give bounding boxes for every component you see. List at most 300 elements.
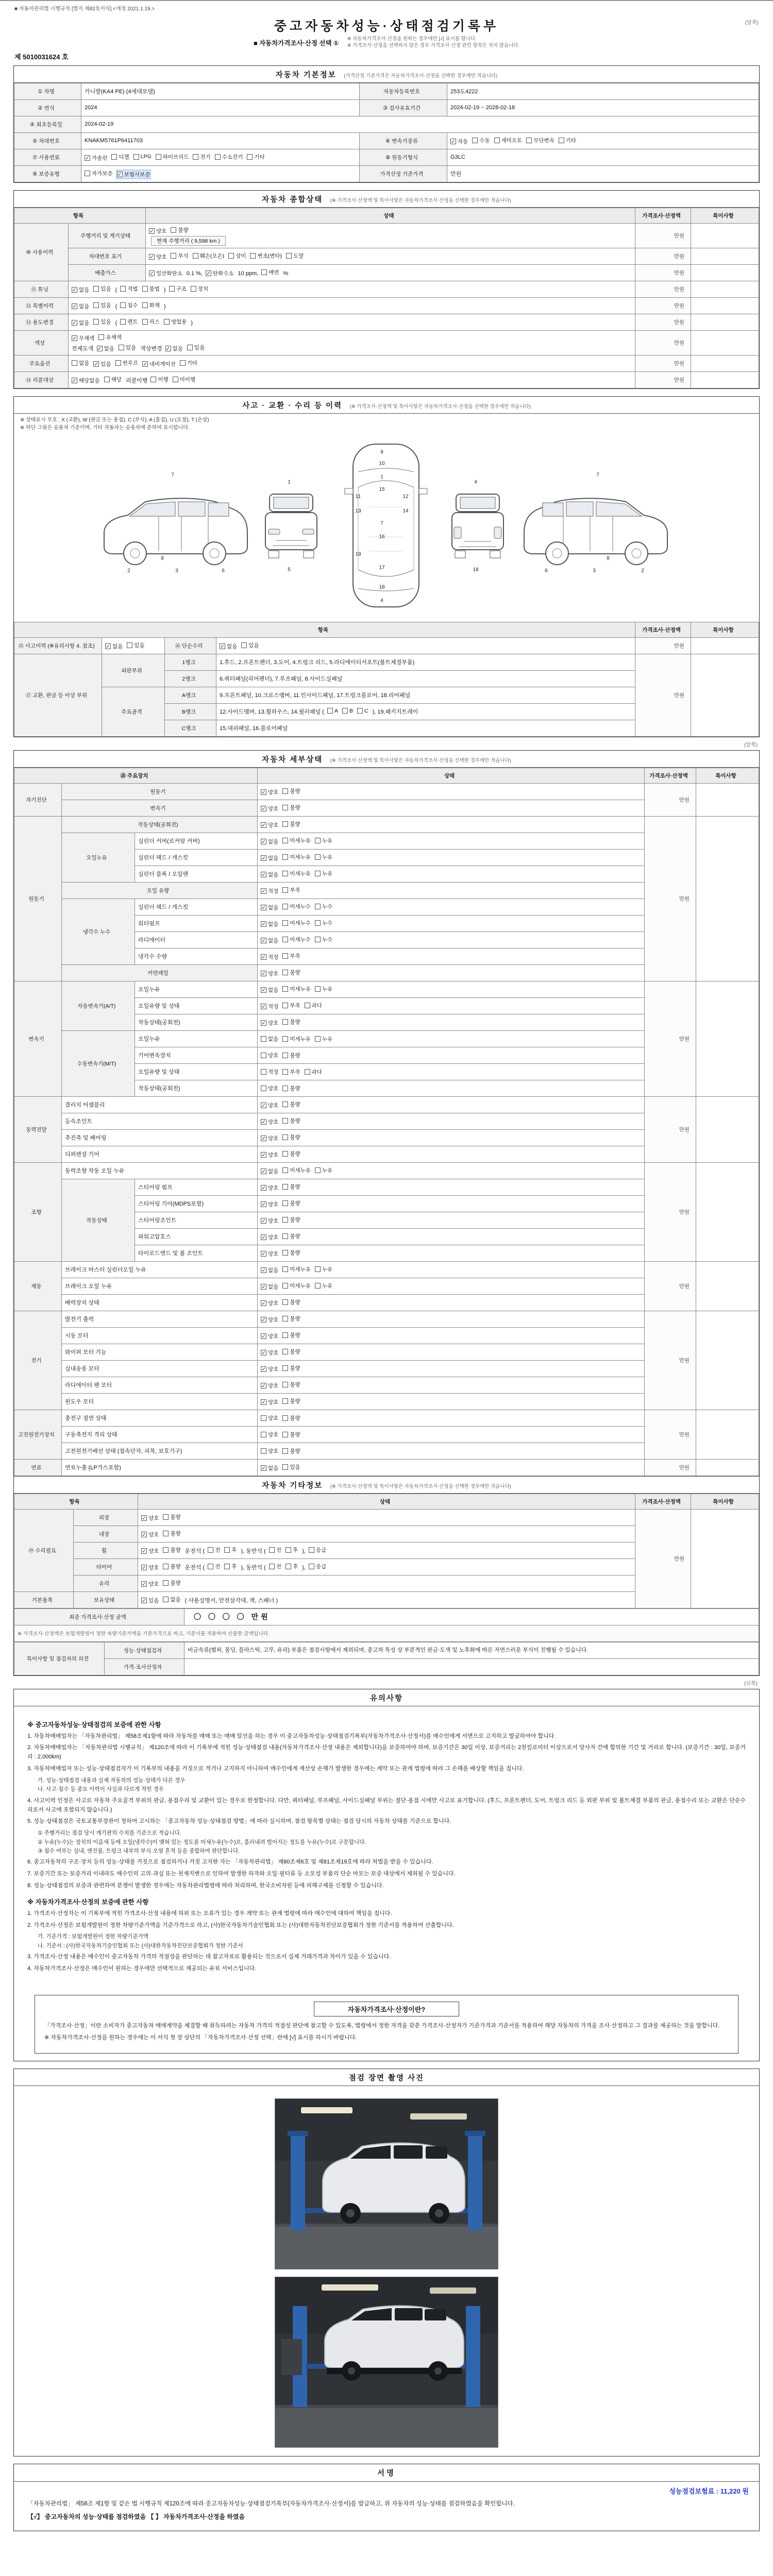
checkbox-누수[interactable] [315, 936, 332, 943]
checkbox-양호[interactable] [261, 1134, 278, 1142]
checkbox-부족[interactable] [282, 952, 300, 960]
checkbox-있음[interactable] [241, 641, 259, 649]
checkbox-있음[interactable] [187, 344, 205, 351]
panel-number-13: 13 [355, 508, 361, 514]
section-title: 자동차 기타정보 [262, 1481, 323, 1490]
checkbox-없음[interactable] [261, 1167, 278, 1175]
table-row [14, 132, 759, 149]
checkbox-icon [171, 253, 176, 259]
checkbox-불량[interactable] [282, 820, 300, 828]
checkbox-불량[interactable] [282, 1348, 300, 1355]
notice-item: 3. 자동차매매업자 또는 성능·상태점검자가 이 기록부의 내용을 거짓으로 적거나 고지하지 아니하여 매수인에게 재산상 손해가 발생한 경우에는 계약 또는 관계 법령에 따라 그 손해를 배상할 책임을 집니다. [27, 1766, 524, 1772]
cell [184, 1658, 759, 1675]
notice-item: 1. 가격조사·산정자는 이 기록부에 적힌 가격조사·산정 내용에 허위 또는 오류가 있는 경우 계약 또는 관계 법령에 따라 매수인에 대하여 책임을 집니다. [27, 1910, 392, 1917]
checkbox-누유[interactable] [315, 1282, 332, 1290]
checkbox-적정[interactable] [261, 953, 278, 961]
checkbox-icon: ✓ [142, 1532, 146, 1538]
checkbox-label: 변조(변타) [257, 252, 282, 259]
checkbox-부족[interactable] [282, 1002, 300, 1009]
checkbox-양호[interactable] [261, 1414, 278, 1422]
checkbox-label: 없음 [268, 921, 279, 927]
cell [691, 330, 759, 355]
checkbox-적법[interactable] [120, 285, 138, 293]
checkbox-무채색[interactable] [72, 334, 94, 342]
checkbox-없음[interactable] [72, 359, 89, 367]
notice-item: 2. 자동차매매업자는 「자동차관리법 시행규칙」 제120조에 따라 이 기록부에 적힌 성능·상태점검 내용(자동차가격조사·산정 내용은 제외합니다)을 보증하여야 하며, 보증기간은 30일 이상, 보증거리는 2천킬로미터 이상으로서 당사자 간에 합의한 기간 및 거리로 합니다. (보증기간 : 30일, 보증거리 : 2,000km) [27, 1744, 746, 1760]
checkbox-누유[interactable] [315, 853, 332, 861]
checkbox-썬루프[interactable] [115, 359, 138, 367]
row-label: 자동차등록번호 [360, 83, 447, 99]
checkbox-불량[interactable] [282, 1249, 300, 1257]
checkbox-label: 렌트 [127, 318, 138, 325]
column-header: 특이사항 [691, 208, 759, 223]
checkbox-누유[interactable] [315, 1035, 332, 1043]
checkbox-불량[interactable] [282, 1381, 300, 1388]
checkbox-label: 양호 [268, 1234, 279, 1241]
checkbox-label: 리스 [149, 318, 160, 325]
basic-info-header [14, 66, 759, 83]
checkbox-label: 불량 [290, 1052, 300, 1059]
checkbox-후[interactable] [224, 1563, 237, 1570]
checkbox-수소전기[interactable] [215, 153, 243, 161]
checkbox-label: 없음 [170, 1596, 181, 1603]
checkbox-불량[interactable] [163, 1513, 180, 1521]
checkbox-icon [282, 1266, 288, 1272]
checkbox-누유[interactable] [315, 1265, 332, 1273]
checkbox-렌트[interactable] [120, 318, 138, 326]
checkbox-불량[interactable] [282, 1447, 300, 1455]
checkbox-없음[interactable] [261, 1035, 278, 1043]
row-label: 배출가스 [69, 264, 146, 281]
checkbox-없음[interactable] [261, 1464, 278, 1472]
checkbox-양호[interactable] [261, 1332, 278, 1340]
checkbox-icon: ✓ [451, 139, 456, 145]
checkbox-label: 없음 [268, 855, 279, 861]
checkbox-양호[interactable] [261, 1184, 278, 1192]
checkbox-없음[interactable] [261, 904, 278, 911]
checkbox-구조[interactable] [169, 285, 187, 293]
cell: 충전구 절연 상태 [62, 1410, 258, 1426]
checkbox-불량[interactable] [282, 1216, 300, 1224]
checkbox-불량[interactable] [282, 1364, 300, 1372]
checkbox-자동[interactable] [450, 138, 468, 145]
checkbox-label: 없음 [79, 303, 90, 310]
cell [258, 931, 645, 948]
cell: G3LC [447, 149, 759, 165]
checkbox-불량[interactable] [282, 969, 300, 976]
checkbox-불량[interactable] [163, 1546, 180, 1554]
checkbox-icon [261, 269, 267, 275]
table-row [14, 768, 759, 783]
checkbox-있음[interactable] [141, 1597, 159, 1604]
checkbox-양호[interactable] [261, 1365, 278, 1373]
checkbox-변조(변타)[interactable] [250, 252, 282, 260]
checkbox-label: B [349, 707, 353, 714]
checkbox-양호[interactable] [261, 1200, 278, 1208]
checkbox-가솔린[interactable] [85, 154, 107, 162]
checkbox-해당[interactable] [104, 376, 122, 383]
checkbox-누유[interactable] [315, 1166, 332, 1174]
row-label: 내장 [74, 1526, 138, 1542]
checkbox-양호[interactable] [261, 1382, 278, 1389]
notice-item: 1. 자동차매매업자는 「자동차관리법」 제58조제1항에 따라 자동차를 매매 또는 매매 알선을 하는 경우 이 중고자동차성능·상태점검기록부(자동차가격조사·산정서)를 매수인에게 서면으로 고지하고 발급하여야 합니다. [27, 1733, 556, 1739]
checkbox-양호[interactable] [261, 1316, 278, 1324]
checkbox-미세누유[interactable] [282, 837, 311, 844]
checkbox-응급[interactable] [309, 1546, 326, 1554]
checkbox-양호[interactable] [261, 1052, 278, 1059]
checkbox-누유[interactable] [315, 837, 332, 844]
row-label: 조향 [14, 1162, 62, 1261]
checkbox-침수[interactable] [120, 301, 138, 309]
cell: 디퍼렌셜 기어 [62, 1146, 258, 1162]
cell [258, 1245, 645, 1261]
checkbox-전[interactable] [208, 1546, 220, 1554]
cell [81, 165, 360, 182]
checkbox-불량[interactable] [282, 1133, 300, 1141]
checkbox-불량[interactable] [282, 1331, 300, 1339]
checkbox-일산화탄소[interactable] [149, 269, 182, 277]
cell: ✓ 양호 불량 운전석 ( 전 후 ), 동반석 ( 전 후 ), 응급 [138, 1542, 635, 1558]
checkbox-기타[interactable] [180, 359, 197, 367]
row-label: 주요옵션 [14, 355, 69, 371]
checkbox-적정[interactable] [261, 1003, 278, 1010]
checkbox-불량[interactable] [163, 1530, 180, 1537]
checkbox-없음[interactable] [72, 319, 89, 327]
checkbox-label: 적정 [268, 954, 279, 960]
checkbox-icon: ✓ [261, 1004, 266, 1010]
row-label: 주요골격 [102, 687, 165, 736]
checkbox-icon [208, 1547, 213, 1553]
row-label: 가격·조사산정자 [105, 1658, 184, 1675]
checkbox-하이브리드[interactable] [156, 153, 189, 161]
explainer-title: 자동차가격조사·산정이란? [314, 2002, 459, 2016]
checkbox-양호[interactable] [141, 1580, 159, 1588]
checkbox-네비게이션[interactable] [142, 360, 176, 368]
checkbox-있음[interactable] [282, 1463, 300, 1471]
checkbox-무단변속[interactable] [526, 137, 554, 144]
checkbox-icon [282, 1233, 288, 1239]
checkbox-양호[interactable] [261, 1101, 278, 1109]
checkbox-icon [282, 1086, 288, 1091]
price-survey-select[interactable]: ■ 자동차가격조사·산정 선택 ① [254, 39, 339, 47]
checkbox-불량[interactable] [282, 1199, 300, 1207]
checkbox-전[interactable] [208, 1563, 220, 1570]
cell [146, 248, 635, 264]
cell: 만원 [645, 816, 696, 981]
table-row [14, 1642, 759, 1658]
cell [102, 637, 165, 654]
checkbox-불량[interactable] [282, 1397, 300, 1405]
checkbox-양호[interactable] [261, 1084, 278, 1092]
checkbox-미세누유[interactable] [282, 853, 311, 861]
panel-number-6: 6 [545, 568, 548, 574]
row-label: 휠 [74, 1542, 138, 1558]
checkbox-전기[interactable] [193, 153, 210, 161]
checkbox-양호[interactable] [149, 253, 166, 261]
checkbox-없음[interactable] [220, 642, 237, 650]
checkbox-불량[interactable] [282, 1298, 300, 1306]
checkbox-과다[interactable] [305, 1002, 322, 1009]
checkbox-영업용[interactable] [164, 318, 187, 326]
checkbox-있음[interactable] [119, 344, 136, 351]
cell: ✓ 있음 없음 ( 사용설명서, 안전삼각대, 잭, 스패너 ) [138, 1591, 635, 1608]
checkbox-미세누수[interactable] [282, 936, 311, 943]
legend-line-1: ※ 상태표시 부호 : X (교환), W (판금 또는 용접), C (부식), A (흠집), U (요철), T (손상) [20, 417, 209, 423]
checkbox-양호[interactable] [141, 1564, 159, 1571]
inspection-photos-section [13, 2069, 760, 2456]
checkbox-icon [261, 1086, 266, 1091]
checkbox-누유[interactable] [315, 985, 332, 993]
checkbox-적정[interactable] [261, 887, 278, 895]
checkbox-세미오토[interactable] [494, 137, 523, 144]
checkbox-있음[interactable] [93, 301, 111, 309]
cell: 실린더 블록 / 오일팬 [135, 866, 258, 882]
checkbox-도말[interactable] [286, 252, 304, 260]
checkbox-양호[interactable] [261, 1019, 278, 1027]
checkbox-양호[interactable] [261, 1233, 278, 1241]
checkbox-양호[interactable] [261, 788, 278, 796]
checkbox-label: 불량 [170, 1580, 181, 1586]
checkbox-없음[interactable] [72, 302, 89, 310]
checkbox-양호[interactable] [261, 821, 278, 829]
cell: 만원 [645, 1410, 696, 1459]
page-marker: (뒤쪽) [744, 1681, 758, 1687]
checkbox-양호[interactable] [141, 1531, 159, 1538]
checkbox-불량[interactable] [282, 1018, 300, 1026]
checkbox-label: 양호 [268, 1415, 279, 1421]
checkbox-icon [142, 286, 148, 292]
checkbox-해당없음[interactable] [72, 377, 100, 384]
cell: 〇 〇 〇 〇 만원 [184, 1608, 759, 1625]
checkbox-불량[interactable] [282, 1150, 300, 1158]
checkbox-양호[interactable] [261, 1431, 278, 1438]
checkbox-없음[interactable] [105, 642, 123, 650]
notice-item: 5. 성능·상태점검은 국토교통부장관이 정하여 고시하는 「중고자동차 성능·상태점검 방법」에 따라 실시하며, 점검 항목별 상태는 점검 당시의 자동차 상태를 기준으로 합니다. [27, 1818, 451, 1825]
checkbox-양호[interactable] [261, 1398, 278, 1406]
checkbox-불량[interactable] [282, 787, 300, 795]
checkbox-부족[interactable] [282, 1068, 300, 1076]
checkbox-label: 있음 [100, 285, 111, 292]
checkbox-기타[interactable] [559, 137, 576, 144]
checkbox-불량[interactable] [282, 1183, 300, 1191]
checkbox-icon [224, 1547, 230, 1553]
checkbox-없음[interactable] [97, 345, 114, 352]
checkbox-label: 가솔린 [92, 155, 108, 161]
checkbox-label: 양호 [268, 822, 279, 828]
checkbox-icon [315, 904, 321, 909]
checkbox-전[interactable] [269, 1546, 281, 1554]
checkbox-없음[interactable] [261, 1283, 278, 1291]
checkbox-icon [526, 138, 532, 143]
checkbox-불량[interactable] [282, 1100, 300, 1108]
checkbox-icon [315, 838, 321, 843]
checkbox-불량[interactable] [163, 1579, 180, 1587]
checkbox-미세누유[interactable] [282, 1265, 311, 1273]
checkbox-있음[interactable] [93, 360, 111, 368]
signature-statement [14, 2496, 759, 2531]
checkbox-불량[interactable] [282, 1414, 300, 1422]
checkbox-불량[interactable] [282, 1084, 300, 1092]
checkbox-수동[interactable] [472, 137, 490, 144]
checkbox-누수[interactable] [315, 919, 332, 927]
checkbox-label: 불량 [170, 1547, 181, 1553]
checkbox-label: 미세누유 [290, 1167, 311, 1174]
checkbox-불량[interactable] [282, 1431, 300, 1438]
checkbox-훼손(오손)[interactable] [193, 252, 225, 260]
checkbox-양호[interactable] [141, 1547, 159, 1555]
checkbox-B[interactable] [342, 708, 353, 714]
checkbox-icon: ✓ [261, 1300, 266, 1307]
checkbox-부식[interactable] [171, 252, 188, 260]
table-row [14, 355, 759, 371]
checkbox-label: 적법 [127, 285, 138, 292]
checkbox-없음[interactable] [261, 871, 278, 878]
cell [258, 1294, 645, 1311]
checkbox-미세누유[interactable] [282, 1035, 311, 1043]
checkbox-있음[interactable] [127, 641, 144, 649]
notice-item: 8. 성능·상태점검의 보증과 관련하여 분쟁이 발생한 경우에는 자동차관리법령에 따라 처리하며, 한국소비자원 등에 피해구제를 신청할 수 있습니다. [27, 1882, 384, 1889]
checkbox-화재[interactable] [142, 301, 160, 309]
checkbox-양호[interactable] [261, 1349, 278, 1357]
checkbox-없음[interactable] [261, 838, 278, 845]
checkbox-없음[interactable] [261, 986, 278, 994]
checkbox-label: 자동 [458, 138, 468, 145]
checkbox-icon [282, 1200, 288, 1206]
checkbox-icon [104, 377, 110, 382]
checkbox-양호[interactable] [261, 1217, 278, 1225]
checkbox-label: 누유 [322, 854, 333, 860]
checkbox-icon [282, 1332, 288, 1338]
checkbox-장치[interactable] [191, 285, 208, 293]
checkbox-label: C [364, 707, 368, 714]
checkbox-icon: ✓ [261, 1136, 266, 1142]
checkbox-불법[interactable] [142, 285, 160, 293]
checkbox-유채색[interactable] [98, 333, 121, 341]
checkbox-있음[interactable] [93, 318, 111, 326]
checkbox-미세누유[interactable] [282, 1166, 311, 1174]
explainer-paragraph-1: 「가격조사·산정」이란 소비자가 중고자동차 매매계약을 체결할 때 취득하려는 자동차 가격의 적절성 판단에 참고할 수 있도록, 법령에서 정한 자격을 갖춘 가격조사·산정자가 기준가격과 기준서를 적용하여 해당 자동차의 가격을 조사·산정하고 그 결과를 제공하는 것을 말합니다. [44, 2022, 720, 2029]
panel-number-17: 17 [379, 565, 385, 571]
cell [258, 948, 645, 964]
checkbox-icon [282, 887, 288, 893]
checkbox-미이행[interactable] [173, 376, 195, 383]
checkbox-과다[interactable] [305, 1068, 322, 1076]
cell: 스티어링조인트 [135, 1212, 258, 1228]
checkbox-양호[interactable] [261, 1447, 278, 1455]
panel-number-1: 1 [288, 479, 291, 485]
table-row [14, 223, 759, 248]
checkbox-icon: ✓ [220, 643, 225, 650]
panel-number-4: 4 [380, 598, 383, 604]
checkbox-양호[interactable] [261, 805, 278, 812]
checkbox-미세누수[interactable] [282, 903, 311, 910]
checkbox-icon [133, 154, 139, 160]
checkbox-없음[interactable] [261, 1266, 278, 1274]
row-label: 원동기 [62, 783, 258, 800]
checkbox-불량[interactable] [171, 226, 188, 234]
checkbox-양호[interactable] [261, 1118, 278, 1126]
checkbox-응급[interactable] [309, 1563, 326, 1570]
checkbox-C[interactable] [357, 708, 368, 714]
checkbox-미세누유[interactable] [282, 870, 311, 877]
checkbox-icon: ✓ [261, 888, 266, 894]
checkbox-label: 양호 [268, 1382, 279, 1389]
cell: 실린더 헤드 / 개스킷 [135, 899, 258, 915]
checkbox-label: 미세누유 [290, 837, 311, 844]
checkbox-있음[interactable] [93, 285, 111, 293]
checkbox-label: 하이브리드 [162, 154, 189, 160]
checkbox-양호[interactable] [149, 227, 166, 235]
checkbox-매연[interactable] [261, 268, 279, 276]
cell [258, 1459, 645, 1476]
table-row [14, 1261, 759, 1278]
checkbox-icon [282, 986, 288, 992]
cell: 기어변속장치 [135, 1047, 258, 1063]
checkbox-미세누유[interactable] [282, 985, 311, 993]
panel-number-10: 10 [379, 461, 385, 467]
checkbox-이행[interactable] [150, 376, 168, 383]
checkbox-label: 양호 [268, 1020, 279, 1026]
checkbox-label: 불량 [290, 1183, 300, 1190]
checkbox-없음[interactable] [72, 286, 89, 294]
checkbox-양호[interactable] [141, 1514, 159, 1522]
checkbox-icon [282, 1003, 288, 1008]
cell [691, 264, 759, 281]
checkbox-기타[interactable] [247, 153, 264, 161]
checkbox-불량[interactable] [282, 1315, 300, 1323]
checkbox-리스[interactable] [142, 318, 160, 326]
checkbox-양호[interactable] [261, 970, 278, 977]
table-row [14, 1162, 759, 1179]
checkbox-양호[interactable] [261, 1299, 278, 1307]
checkbox-후[interactable] [285, 1546, 298, 1554]
panel-number-8: 8 [607, 555, 610, 562]
checkbox-적정[interactable] [261, 1068, 278, 1076]
checkbox-A[interactable] [327, 708, 338, 714]
checkbox-자가보증[interactable] [85, 170, 113, 177]
checkbox-없음[interactable] [163, 1596, 180, 1603]
checkbox-없음[interactable] [261, 920, 278, 928]
checkbox-불량[interactable] [282, 1117, 300, 1125]
checkbox-없음[interactable] [261, 854, 278, 862]
checkbox-불량[interactable] [282, 1052, 300, 1059]
checkbox-label: 부족 [290, 887, 300, 893]
checkbox-LPG[interactable] [133, 154, 152, 160]
checkbox-label: 불량 [290, 1019, 300, 1025]
checkbox-불량[interactable] [282, 804, 300, 811]
checkbox-불량[interactable] [282, 1232, 300, 1240]
checkbox-미세누수[interactable] [282, 919, 311, 927]
checkbox-불량[interactable] [163, 1563, 180, 1570]
checkbox-없음[interactable] [261, 937, 278, 944]
checkbox-탄화수소[interactable] [206, 269, 234, 277]
checkbox-미세누유[interactable] [282, 1282, 311, 1290]
checkbox-누수[interactable] [315, 903, 332, 910]
row-label: ⑧ 원동기형식 [360, 149, 447, 165]
checkbox-전[interactable] [269, 1563, 281, 1570]
checkbox-보험사보증[interactable] [117, 171, 150, 178]
checkbox-양호[interactable] [261, 1151, 278, 1159]
cell [447, 132, 759, 149]
checkbox-후[interactable] [224, 1546, 237, 1554]
checkbox-누유[interactable] [315, 870, 332, 877]
checkbox-후[interactable] [285, 1563, 298, 1570]
checkbox-디젤[interactable] [111, 153, 129, 161]
checkbox-양호[interactable] [261, 1250, 278, 1258]
checkbox-상이[interactable] [228, 252, 246, 260]
checkbox-부족[interactable] [282, 886, 300, 894]
checkbox-없음[interactable] [165, 345, 183, 352]
